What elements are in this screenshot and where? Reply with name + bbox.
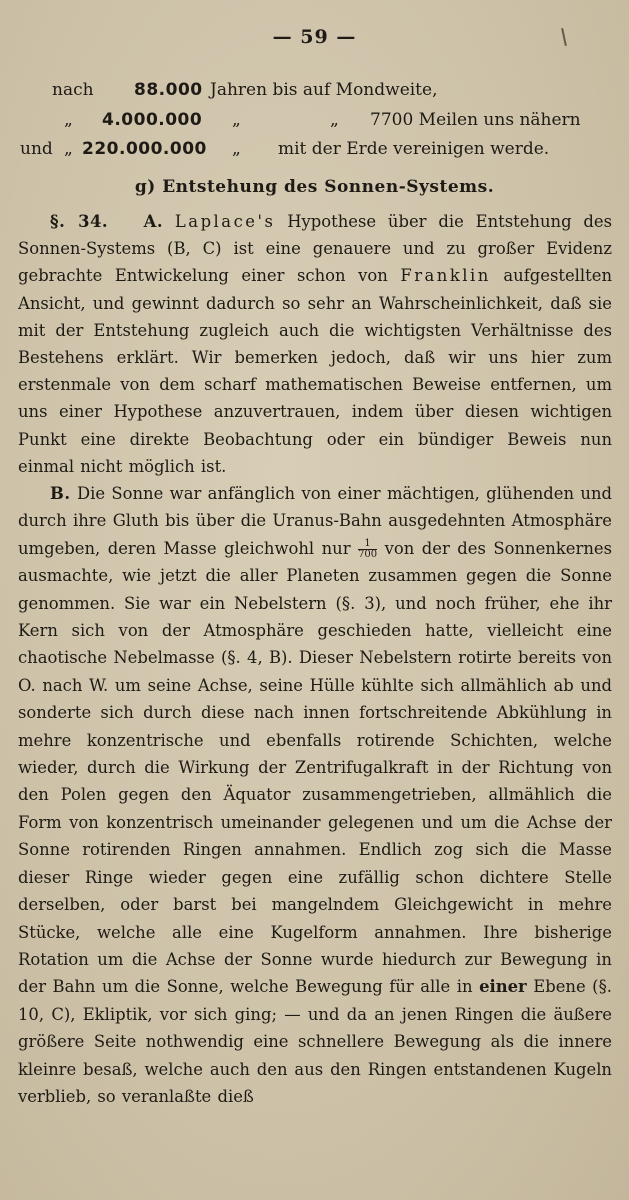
paragraph-text: von der des Sonnenkernes ausmachte, wie jetzt die aller Planeten zusammen gegen die Sonne genommen. Sie war ein Nebelstern (§. 3), und noch früher, ehe ihr Kern sich von der Atmosphäre geschieden hatte, vielleicht eine chaotische Nebelmasse (§. 4, B). Dieser Nebelstern rotirte bereits von O. nach W. um seine Achse, seine Hülle kühlte sich allmählich ab und sonderte sich durch diese nach innen fortschreitende Abkühlung in mehre konzentrische und ebenfalls rotirende Schichten, welche wieder, durch die Wirkung der Zentrifugalkraft in der Richtung von den Polen gegen den Äquator zusammengetrieben, allmählich die Form von konzentrisch umeinander gelegenen und um die Achse der Sonne rotirenden Ringen annahmen. Endlich zog sich die Masse dieser Ringe wieder gegen eine zufällig schon dichtere Stelle derselben, oder barst bei mangelndem Gleichgewicht in mehre Stücke, welche alle eine Kugelform annahmen. Ihre bisherige Rotation um die Achse der Sonne wurde hiedurch zur Bewegung in der Bahn um die Sonne, welche Bewegung für alle in [18,538,612,997]
table-row [0,139,629,169]
emphasis: einer [479,977,527,997]
paragraph-text: Die Sonne war anfänglich von einer mächtigen, glühenden und durch ihre Gluth bis über die Uranus-Bahn ausgedehnten Atmosphäre umgeben, deren Masse gleichwohl nur [18,484,612,558]
table-row [0,80,629,110]
ditto-mark: „ [232,139,241,159]
ditto-mark: „ [330,110,339,130]
ditto-mark: „ [64,139,73,159]
page-number: — 59 — [272,26,357,48]
author-name: Laplace's [174,212,276,231]
paragraph-text: Hypothese über die Entstehung des Sonnen-Systems (B, C) ist eine genauere und zu großer Evidenz gebrachte Entwickelung einer schon von [18,212,613,286]
row-prefix: nach [52,80,94,100]
paragraph-b [18,480,612,1110]
ditto-mark: „ [232,110,241,130]
paragraph-a [18,208,612,480]
fraction [358,539,377,560]
paragraph-label: A. [143,212,164,231]
paragraph-text: aufgestellten Ansicht, und gewinnt dadurch so sehr an Wahrscheinlichkeit, daß sie mit der Entstehung zugleich auch die wichtigsten Verhältnisse des Bestehens erklärt. Wir bemerken jedoch, daß wir uns hier zum erstenmale von dem scharf mathematischen Beweise entfernen, um uns einer Hypothese anzuvertrauen, indem über diesen wichtigen Punkt eine direkte Beobachtung oder ein bündiger Beweis nun einmal nicht möglich ist. [18,266,613,476]
paragraph-label: B. [50,484,71,503]
row-text: 7700 Meilen uns nähern [370,110,581,130]
row-number: 88.000 [134,80,203,100]
fraction-denominator: 700 [358,548,378,560]
row-number: 220.000.000 [82,139,207,159]
row-text: Jahren bis auf Mondweite, [210,80,438,100]
fraction-numerator: 1 [358,539,377,550]
author-name: Franklin [400,266,491,286]
row-text: mit der Erde vereinigen werde. [278,139,550,159]
row-number: 4.000.000 [102,110,203,130]
ditto-mark: „ [64,110,73,130]
table-row [0,110,629,140]
section-heading: g) Entstehung des Sonnen-Systems. [134,177,495,197]
paragraph-text: Ebene (§. 10, C), Ekliptik, vor sich ging; — und da an jenen Ringen die äußere größere Seite nothwendig eine schnellere Bewegung als die innere kleinre besaß, welche auch den aus den Ringen entstandenen Kugeln verblieb, so veranlaßte dieß [18,977,612,1106]
row-prefix: und [20,139,53,159]
section-number: §. 34. [50,212,109,231]
